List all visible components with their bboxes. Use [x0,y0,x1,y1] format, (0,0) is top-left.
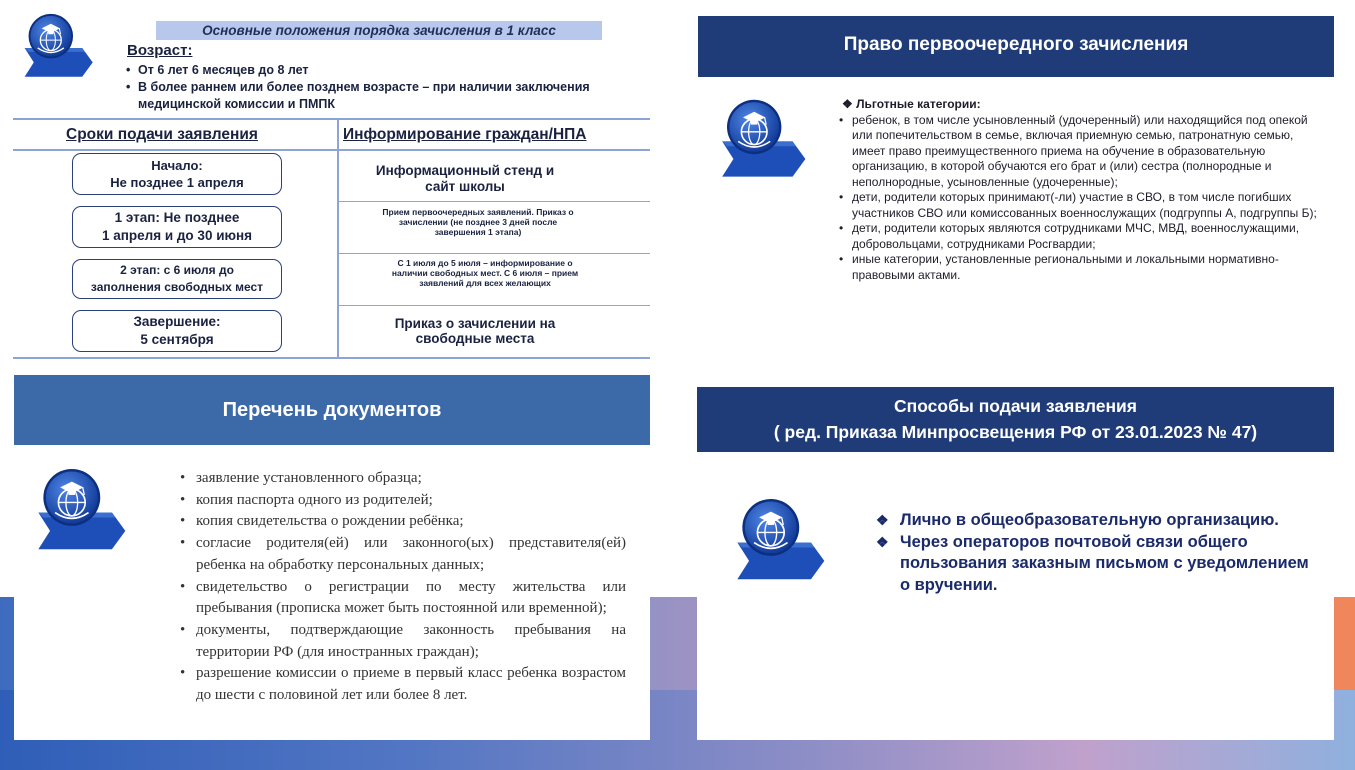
education-globe-logo-icon [720,494,840,586]
deadline-box-line: Завершение: [133,314,221,329]
deadline-box-line: 1 этап: Не позднее [114,210,240,225]
application-methods-subtitle: ( ред. Приказа Минпросвещения РФ от 23.01.2023 № 47) [773,422,1258,442]
list-item: • копия свидетельства о рождении ребёнка; [178,511,626,533]
list-item: • согласие родителя(ей) или законного(ых) представителя(ей) ребенка на обработку персональных данных; [178,533,626,576]
deadline-box-end [72,310,282,352]
age-heading: Возраст: [127,42,193,59]
list-item: • заявление установленного образца; [178,468,626,490]
application-methods-list [876,510,1316,596]
education-globe-logo-icon [24,464,138,556]
info-cell: Приказ о зачислении на свободные места [394,316,556,346]
diamond-bullet-icon: ❖ [876,512,889,528]
list-item: • ребенок, в том числе усыновленный (удочеренный) или находящийся под опекой или попечительством в семье, включая приемную семью, патронатную семью, имеет право преимущественного приема на обучение в образовательную организацию, в которой обучаются его брат и (или) сестра (полнородные и неполнородные, усыновленные (удочеренные); [838,113,1328,191]
table-row-divider [337,253,650,254]
list-item: • дети, родители которых являются сотрудниками МЧС, МВД, военнослужащими, добровольцами, сотрудниками Росгвардии; [838,221,1328,252]
application-methods-header [697,387,1334,452]
list-item [876,510,1316,532]
documents-list [178,468,626,707]
list-item: • иные категории, установленные региональными и локальными нормативно-правовыми актами. [838,252,1328,283]
deadline-box-line: Начало: [151,158,203,173]
deadline-box-line: Не позднее 1 апреля [110,175,244,190]
info-cell: Прием первоочередных заявлений. Приказ о зачислении (не позднее 3 дней после завершения 1 этапа) [382,207,574,237]
table-header-line [13,149,650,151]
page-title: Основные положения порядка зачисления в 1 класс [156,21,602,40]
list-item: • документы, подтверждающие законность пребывания на территории РФ (для иностранных граждан); [178,620,626,663]
age-list [126,62,596,113]
table-column-divider [337,118,339,358]
deadline-box-line: 1 апреля и до 30 июня [101,228,253,243]
education-globe-logo-icon [18,10,98,82]
deadline-box-line: заполнения свободных мест [90,280,264,294]
table-top-line [13,118,650,120]
deadline-box-start [72,153,282,195]
application-methods-title: Способы подачи заявления [893,396,1138,416]
info-cell: С 1 июля до 5 июля – информирование о наличии свободных мест. С 6 июля – прием заявлений для всех желающих [391,258,579,288]
info-cell: Информационный стенд и сайт школы [375,163,555,194]
method-text: Через операторов почтовой связи общего пользования заказным письмом с уведомлением о вручении. [900,532,1309,594]
documents-header: Перечень документов [14,375,650,445]
list-item: • дети, родители которых принимают(-ли) участие в СВО, в том числе погибших участников СВО или комиссованных военнослужащих (подгруппы А, подгруппы Б); [838,190,1328,221]
priority-enrollment-header: Право первоочередного зачисления [698,16,1334,77]
column-header-deadlines: Сроки подачи заявления [66,126,258,143]
categories-list [838,113,1328,284]
education-globe-logo-icon [708,95,818,183]
deadline-box-line: 5 сентября [140,332,214,347]
list-item: • копия паспорта одного из родителей; [178,490,626,512]
list-item: • В более раннем или более позднем возрасте – при наличии заключения медицинской комиссии и ПМПК [126,79,596,113]
deadline-box-stage1 [72,206,282,248]
list-item: • разрешение комиссии о приеме в первый класс ребенка возрастом до шести с половиной лет или более 8 лет. [178,663,626,706]
deadline-box-stage2 [72,259,282,299]
diamond-bullet-icon: ❖ [876,533,889,550]
table-row-divider [337,305,650,306]
column-header-information: Информирование граждан/НПА [343,126,587,143]
priority-categories [838,97,1328,283]
list-item: • От 6 лет 6 месяцев до 8 лет [126,62,596,79]
list-item: • свидетельство о регистрации по месту жительства или пребывания (прописка может быть постоянной или временной); [178,577,626,620]
list-item [876,532,1316,597]
deadline-box-line: 2 этап: с 6 июля до [120,263,234,277]
categories-heading: ❖ Льготные категории: [842,97,981,111]
table-bottom-line [13,357,650,359]
method-text: Лично в общеобразовательную организацию. [900,511,1279,529]
table-row-divider [337,201,650,202]
